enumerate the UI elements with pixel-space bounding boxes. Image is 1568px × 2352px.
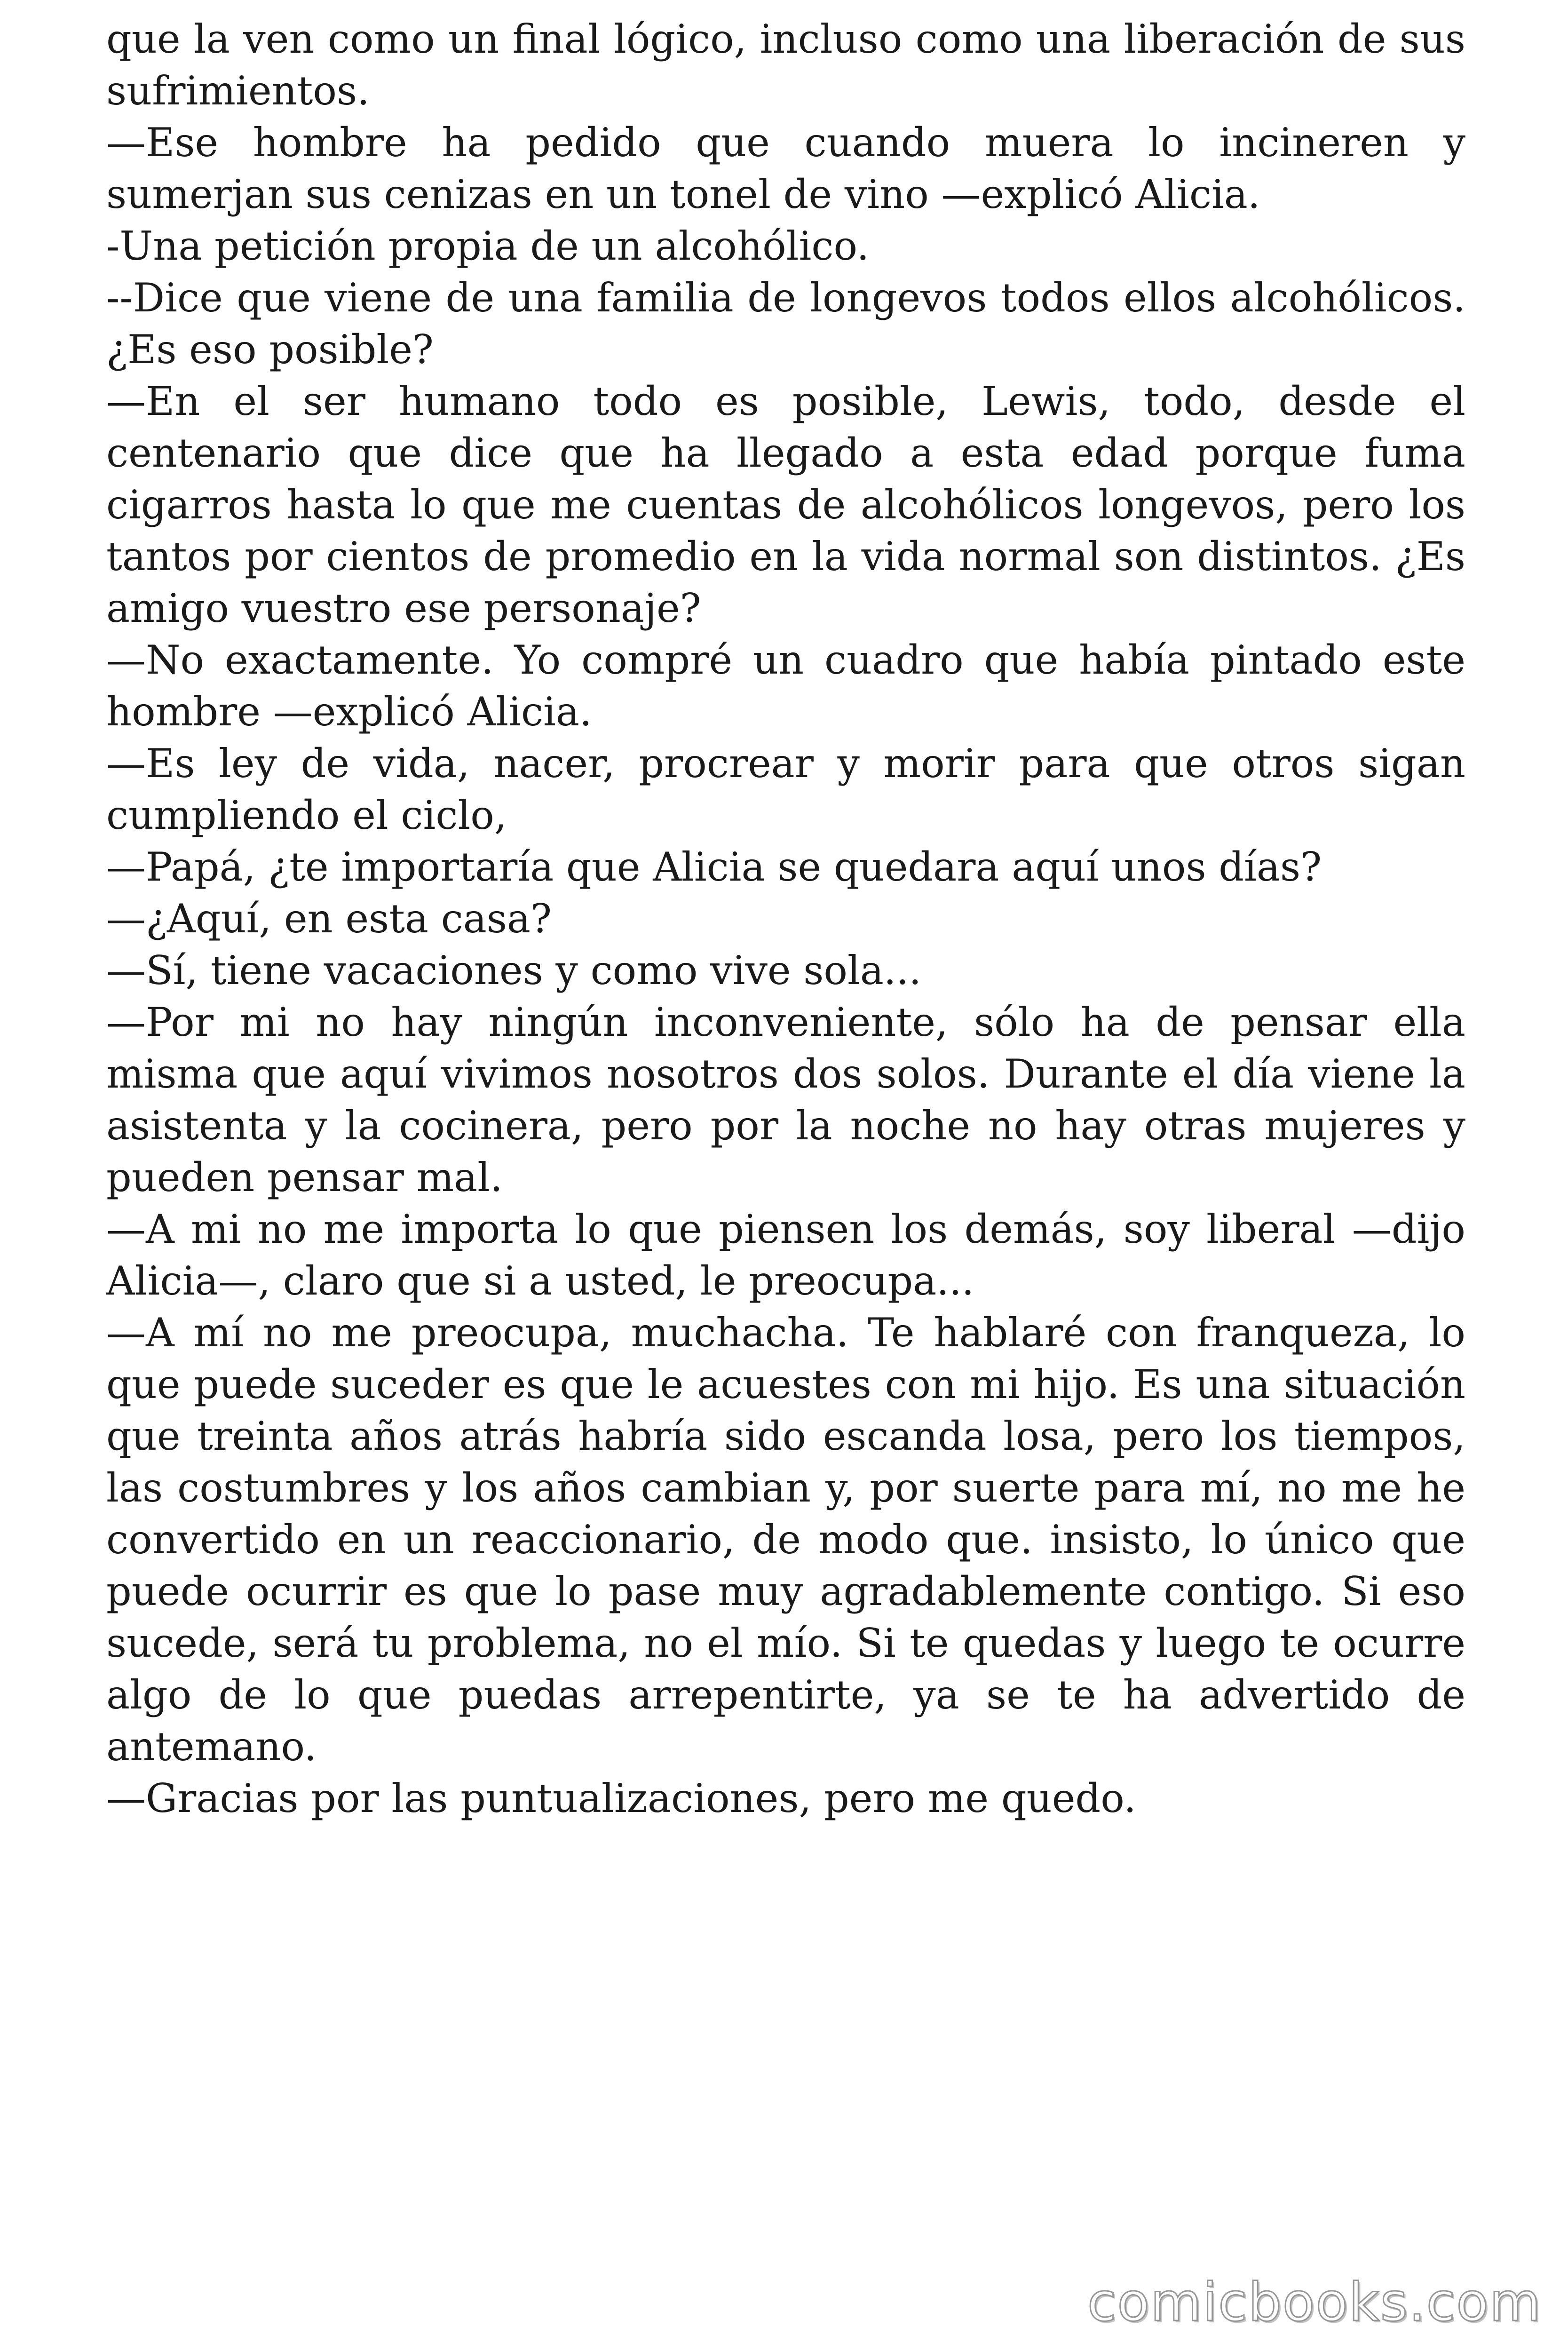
- paragraph: —A mí no me preocupa, muchacha. Te hablaré con franqueza, lo que puede suceder es que le acuestes con mi hijo. Es una situación que treinta años atrás habría sido escanda losa, pero los tiempos, las costumbres y los años cambian y, por suerte para mí, no me he convertido en un reaccionario, de modo que. insisto, lo único que puede ocurrir es que lo pase muy agradablemente contigo. Si eso sucede, será tu problema, no el mío. Si te quedas y luego te ocurre algo de lo que puedas arrepentirte, ya se te ha advertido de antemano.: [106, 1310, 1465, 1770]
- paragraph: --Dice que viene de una familia de longevos todos ellos alcohólicos. ¿Es eso posible?: [106, 275, 1465, 373]
- paragraph: —Por mi no hay ningún inconveniente, sólo ha de pensar ella misma que aquí vivimos nosotros dos solos. Durante el día viene la asistenta y la cocinera, pero por la noche no hay otras mujeres y pueden pensar mal.: [106, 999, 1465, 1200]
- paragraph: -Una petición propia de un alcohólico.: [106, 223, 870, 269]
- paragraph: —¿Aquí, en esta casa?: [106, 896, 552, 942]
- watermark: comicbooks.com: [1087, 2272, 1542, 2333]
- paragraph: —Papá, ¿te importaría que Alicia se quedara aquí unos días?: [106, 844, 1322, 890]
- paragraph: que la ven como un final lógico, incluso como una liberación de sus sufrimientos.: [106, 16, 1465, 114]
- paragraph: —Sí, tiene vacaciones y como vive sola...: [106, 947, 922, 993]
- paragraph: —A mi no me importa lo que piensen los demás, soy liberal —dijo Alicia—, claro que si a usted, le preocupa...: [106, 1206, 1465, 1304]
- paragraph: —Es ley de vida, nacer, procrear y morir para que otros sigan cumpliendo el ciclo,: [106, 740, 1465, 838]
- paragraph: —En el ser humano todo es posible, Lewis, todo, desde el centenario que dice que ha llegado a esta edad porque fuma cigarros hasta lo que me cuentas de alcohólicos longevos, pero los tantos por cientos de promedio en la vida normal son distintos. ¿Es amigo vuestro ese personaje?: [106, 378, 1465, 631]
- paragraph: —No exactamente. Yo compré un cuadro que había pintado este hombre —explicó Alicia.: [106, 637, 1465, 735]
- body-text: [106, 13, 1465, 1824]
- paragraph: —Ese hombre ha pedido que cuando muera lo incineren y sumerjan sus cenizas en un tonel de vino —explicó Alicia.: [106, 119, 1465, 217]
- paragraph: —Gracias por las puntualizaciones, pero me quedo.: [106, 1775, 1136, 1821]
